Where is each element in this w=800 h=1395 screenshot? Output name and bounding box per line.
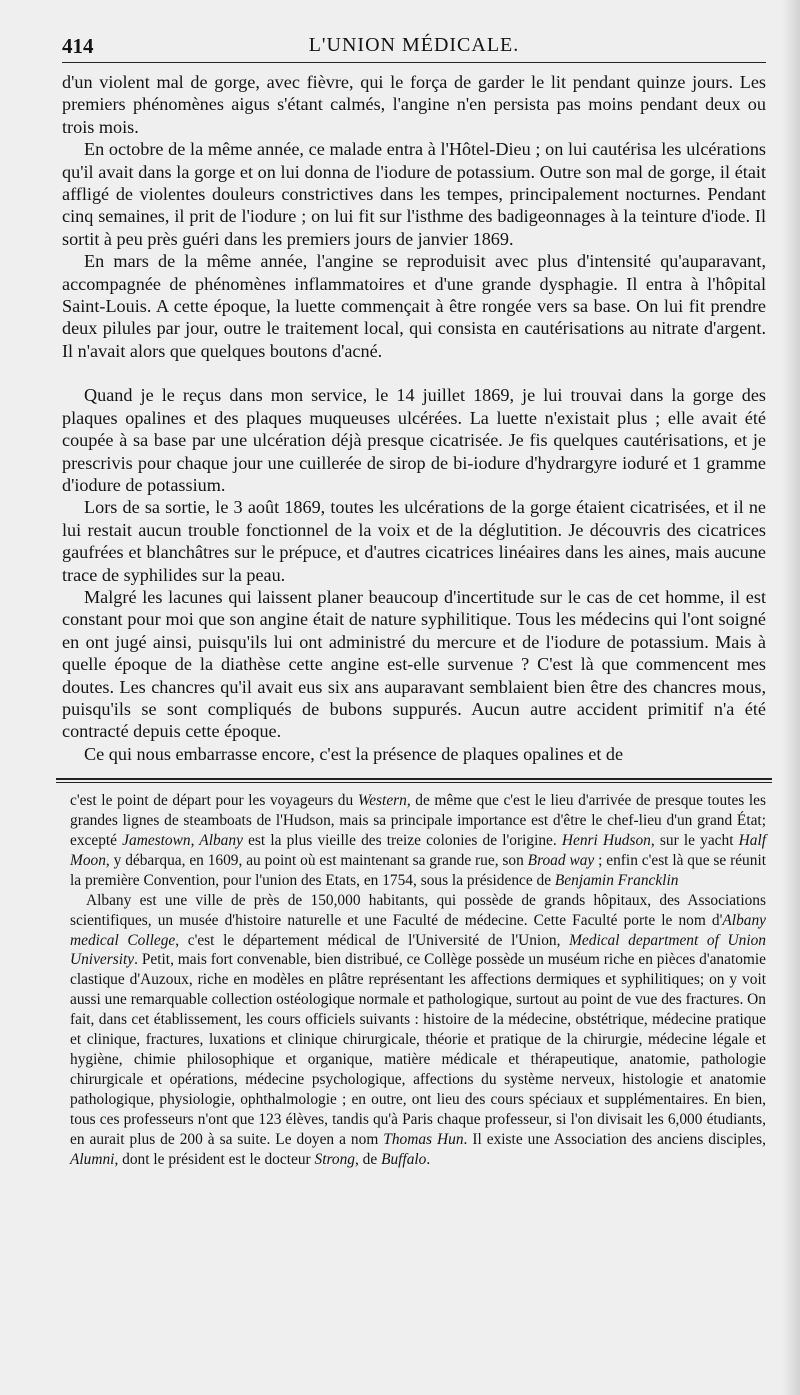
footnote-text: , de bbox=[354, 1150, 382, 1168]
footnote-italic: Buffalo bbox=[381, 1150, 427, 1168]
footnote-text: . Petit, mais fort convenable, bien distribué, ce Collège possède un muséum riche en pièces d'anatomie clastique d'Auzoux, riche en modèles en plâtre représentant les affections dermiques et syphilitiques; on y voit aussi une remarquable collection ostéologique normale et pathologique, surtout au point de vue des fractures. On fait, dans cet établissement, les cours officiels suivants : histoire de la médecine, obstétrique, médecine pratique et clinique, fractures, luxations et clinique chirurgicale, théorie et pratique de la chirurgie, médecine légale et hygiène, chimie philosophique et organique, matière médicale et thérapeutique, anatomie, pathologie chirurgicale et opérations, médecine psychologique, affections du système nerveux, histologie et anatomie pathologique, physiologie, ophthalmologie ; en outre, ont lieu des cours spéciaux et supplémentaires. En bien, tous ces professeurs n'ont que 123 élèves, tandis qu'à Paris chaque professeur, si l'on divisait les 6,000 étudiants, en aurait plus de 200 à sa suite. Le doyen a nom bbox=[70, 951, 766, 1148]
footnote-italic: Western bbox=[357, 792, 407, 810]
footnote-text: est la plus vieille des treize colonies de l'origine. bbox=[242, 832, 562, 849]
paragraph: Lors de sa sortie, le 3 août 1869, toutes les ulcérations de la gorge étaient cicatrisées, et il ne lui restait aucun trouble fonctionnel de la voix et de la déglutition. Je découvris des cicatrices gaufrées et blanchâtres sur le prépuce, et d'autres cicatrices linéaires dans les aines, mais aucune trace de syphilides sur la peau. bbox=[62, 497, 766, 585]
footnote-italic: Jamestown, Albany bbox=[122, 832, 243, 849]
footnote-italic: Albany medical College bbox=[70, 911, 766, 949]
paragraph: En mars de la même année, l'angine se reproduisit avec plus d'intensité qu'auparavant, accompagnée de phénomènes inflammatoires et d'une grande dysphagie. Il entra à l'hôpital Saint-Louis. A cette époque, la luette commençait à être rongée vers sa base. On lui fit prendre deux pilules par jour, outre le traitement local, qui consista en cautérisations au nitrate d'argent. Il n'avait alors que quelques boutons d'acné. bbox=[62, 251, 766, 361]
footnote-separator-thin bbox=[56, 782, 772, 783]
running-title: L'UNION MÉDICALE. bbox=[308, 34, 520, 56]
footnote-text: , y débarqua, en 1609, au point où est maintenant sa grande rue, son bbox=[105, 851, 528, 869]
footnote-italic: Medical department of Union University bbox=[70, 931, 767, 969]
main-text bbox=[62, 71, 766, 765]
footnote-italic: Broad way bbox=[527, 851, 595, 869]
footnote-italic: Thomas Hun bbox=[383, 1130, 464, 1148]
footnote-text: Albany est une ville de près de 150,000 habitants, qui possède de grands hôpitaux, des Associations scientifiques, un musée d'histoire naturelle et une Faculté de médecine. Cette Faculté porte le nom d' bbox=[70, 891, 766, 929]
footnote-text: c'est le point de départ pour les voyageurs du bbox=[70, 792, 358, 810]
paragraph: Malgré les lacunes qui laissent planer beaucoup d'incertitude sur le cas de cet homme, il est constant pour moi que son angine était de nature syphilitique. Tous les médecins qui l'ont soigné en ont jugé ainsi, puisqu'ils lui ont administré du mercure et de l'iodure de potassium. Mais à quelle époque de la diathèse cette angine est-elle survenue ? C'est là que commencent mes doutes. Les chancres qu'il avait eus six ans auparavant semblaient bien être des chancres mous, puisqu'ils se sont compliqués de bubons suppurés. Aucun autre accident primitif n'a été contracté depuis cette époque. bbox=[62, 586, 766, 742]
footnote-italic: Alumni bbox=[70, 1150, 115, 1168]
page-header bbox=[62, 22, 766, 63]
footnote-text: . bbox=[426, 1150, 431, 1168]
footnote-italic: Half Moon bbox=[70, 832, 767, 869]
footnote-paragraph bbox=[70, 891, 766, 1170]
page-number: 414 bbox=[62, 34, 94, 58]
footnote-text: ; enfin c'est là que se réunit la première Convention, pour l'union des Etats, en 1754, sous la présidence de bbox=[70, 851, 766, 889]
footnote-italic: Henri Hudson bbox=[561, 832, 651, 849]
paragraph: Quand je le reçus dans mon service, le 14 juillet 1869, je lui trouvai dans la gorge des plaques opalines et des plaques muqueuses ulcérées. La luette n'existait plus ; elle avait été coupée à sa base par une ulcération déjà presque cicatrisée. Je fis quelques cautérisations, et je prescrivis pour chaque jour une cuillerée de sirop de bi-iodure d'hydrargyre ioduré et 1 gramme d'iodure de potassium. bbox=[62, 385, 766, 495]
footnote bbox=[70, 791, 766, 1169]
footnote-text: . Il existe une Association des anciens disciples, bbox=[463, 1130, 767, 1148]
paragraph: Ce qui nous embarrasse encore, c'est la présence de plaques opalines et de bbox=[84, 743, 624, 764]
footnote-italic: Benjamin Francklin bbox=[554, 871, 679, 889]
paragraph: En octobre de la même année, ce malade entra à l'Hôtel-Dieu ; on lui cautérisa les ulcérations qu'il avait dans la gorge et on lui donna de l'iodure de potassium. Outre son mal de gorge, il était affligé de violentes douleurs constrictives dans les tempes, principalement nocturnes. Pendant cinq semaines, il prit de l'iodure ; on lui fit sur l'isthme des badigeonnages à la teinture d'iode. Il sortit à peu près guéri dans les premiers jours de janvier 1869. bbox=[62, 139, 766, 249]
footnote-separator bbox=[56, 778, 772, 780]
footnote-paragraph bbox=[70, 791, 766, 891]
footnote-text: , dont le président est le docteur bbox=[114, 1150, 315, 1168]
footnote-text: , c'est le département médical de l'Université de l'Union, bbox=[175, 931, 570, 949]
footnote-text: , sur le yacht bbox=[650, 832, 739, 849]
footnote-italic: Strong bbox=[314, 1150, 355, 1168]
footnote-text: , de même que c'est le lieu d'arrivée de presque toutes les grandes lignes de steamboats de l'Hudson, mais sa principale importance est d'être le chef-lieu d'un grand État; excepté bbox=[70, 792, 766, 849]
paragraph: d'un violent mal de gorge, avec fièvre, qui le força de garder le lit pendant quinze jours. Les premiers phénomènes aigus s'étant calmés, l'angine n'en persista pas moins pendant deux ou trois mois. bbox=[62, 72, 766, 137]
